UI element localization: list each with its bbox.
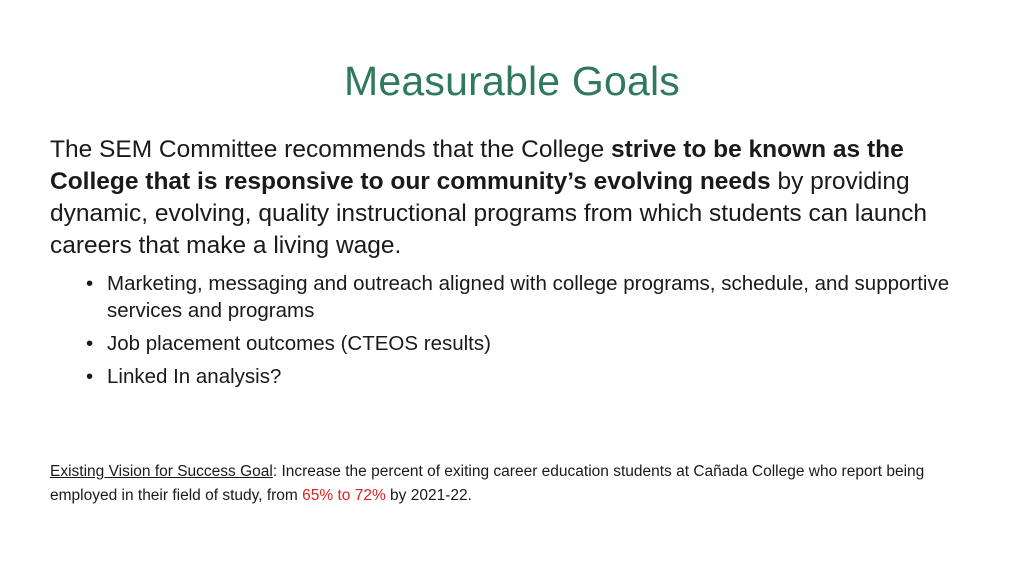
bullet-dot-icon: • bbox=[86, 365, 94, 388]
bullet-text: Job placement outcomes (CTEOS results) bbox=[107, 332, 491, 355]
bullet-item bbox=[86, 363, 986, 390]
bullet-item bbox=[86, 330, 986, 357]
intro-text-start: The SEM Committee recommends that the College bbox=[50, 136, 612, 163]
bullet-text: Marketing, messaging and outreach aligned with college programs, schedule, and supportive services and programs bbox=[107, 272, 950, 322]
intro-bold-text: strive to be known as the College that is responsive to our community’s evolving needs bbox=[50, 136, 904, 195]
vision-goal-label: Existing Vision for Success Goal bbox=[50, 463, 273, 480]
bullet-text: Linked In analysis? bbox=[107, 365, 282, 388]
bullet-dot-icon: • bbox=[86, 332, 94, 355]
vision-goal-footer bbox=[50, 460, 995, 508]
bullet-item bbox=[86, 270, 986, 324]
vision-goal-colon: : bbox=[272, 463, 278, 480]
intro-paragraph bbox=[50, 134, 995, 262]
vision-goal-end: by 2021-22. bbox=[385, 487, 472, 504]
slide-title: Measurable Goals bbox=[344, 58, 680, 104]
intro-text-end: by providing dynamic, evolving, quality instructional programs from which students can launch careers that make a living wage. bbox=[50, 168, 927, 259]
vision-goal-text: Increase the percent of exiting career education students at Cañada College who report being employed in their field of study, from bbox=[50, 463, 925, 504]
bullet-list bbox=[86, 270, 986, 396]
bullet-dot-icon: • bbox=[86, 272, 94, 295]
vision-goal-highlight: 65% to 72% bbox=[302, 487, 386, 504]
